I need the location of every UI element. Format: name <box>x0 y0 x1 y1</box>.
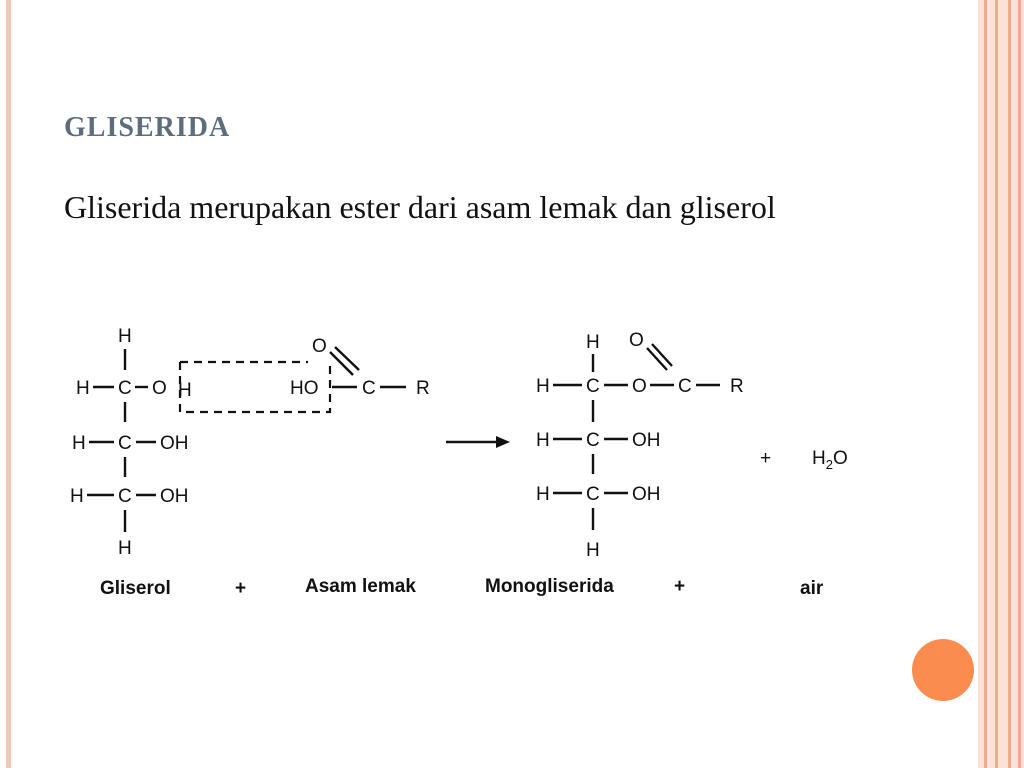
label-water: air <box>800 578 824 599</box>
atom-h: H <box>178 380 192 401</box>
slide-border-line <box>995 0 998 768</box>
atom-h: H <box>70 486 84 507</box>
slide-border-line <box>1008 0 1011 768</box>
atom-c: C <box>118 486 132 507</box>
atom-oh: OH <box>632 430 661 451</box>
atom-oh: OH <box>160 433 189 454</box>
esterification-diagram <box>60 318 880 618</box>
slide-border-line <box>1018 0 1021 768</box>
slide-title: GLISERIDA <box>64 112 231 143</box>
plus-sign: + <box>674 576 686 597</box>
glycerol-structure <box>70 326 192 559</box>
atom-c: C <box>118 378 132 399</box>
atom-r: R <box>416 378 430 399</box>
atom-o: O <box>152 378 167 399</box>
slide-left-border <box>6 0 11 768</box>
atom-c: C <box>118 433 132 454</box>
label-fatty-acid: Asam lemak <box>305 576 416 597</box>
slide-border-line <box>984 0 987 768</box>
atom-c: C <box>586 484 600 505</box>
bond <box>335 347 359 370</box>
water-formula: $H_2O$ <box>812 448 848 472</box>
atom-c: C <box>586 376 600 397</box>
atom-o: O <box>632 376 647 397</box>
plus-sign: + <box>235 578 247 599</box>
atom-r: R <box>730 376 744 397</box>
atom-c: C <box>586 430 600 451</box>
atom-h: H <box>536 484 550 505</box>
slide-body-text: Gliserida merupakan ester dari asam lemak dan gliserol <box>64 189 776 225</box>
atom-h: H <box>118 538 132 559</box>
fatty-acid-structure <box>290 336 430 399</box>
atom-h: H <box>586 332 600 353</box>
atom-o: O <box>629 330 644 351</box>
bond <box>330 352 353 375</box>
reaction-arrow <box>446 436 510 448</box>
atom-h: H <box>118 326 132 347</box>
label-glycerol: Gliserol <box>100 578 171 599</box>
atom-o: O <box>312 336 327 357</box>
atom-h: H <box>536 430 550 451</box>
label-monoglyceride: Monogliserida <box>485 576 614 597</box>
atom-h: H <box>72 433 86 454</box>
atom-oh: OH <box>632 484 661 505</box>
atom-oh: OH <box>160 486 189 507</box>
atom-h: H <box>586 540 600 561</box>
decorative-circle <box>912 639 974 701</box>
atom-c: C <box>362 378 376 399</box>
bond <box>647 348 667 370</box>
atom-ho: HO <box>290 378 319 399</box>
atom-c: C <box>678 376 692 397</box>
monoglyceride-structure <box>536 330 744 561</box>
atom-h: H <box>536 376 550 397</box>
bond <box>652 344 672 366</box>
plus-sign: + <box>760 448 772 469</box>
atom-h: H <box>76 378 90 399</box>
